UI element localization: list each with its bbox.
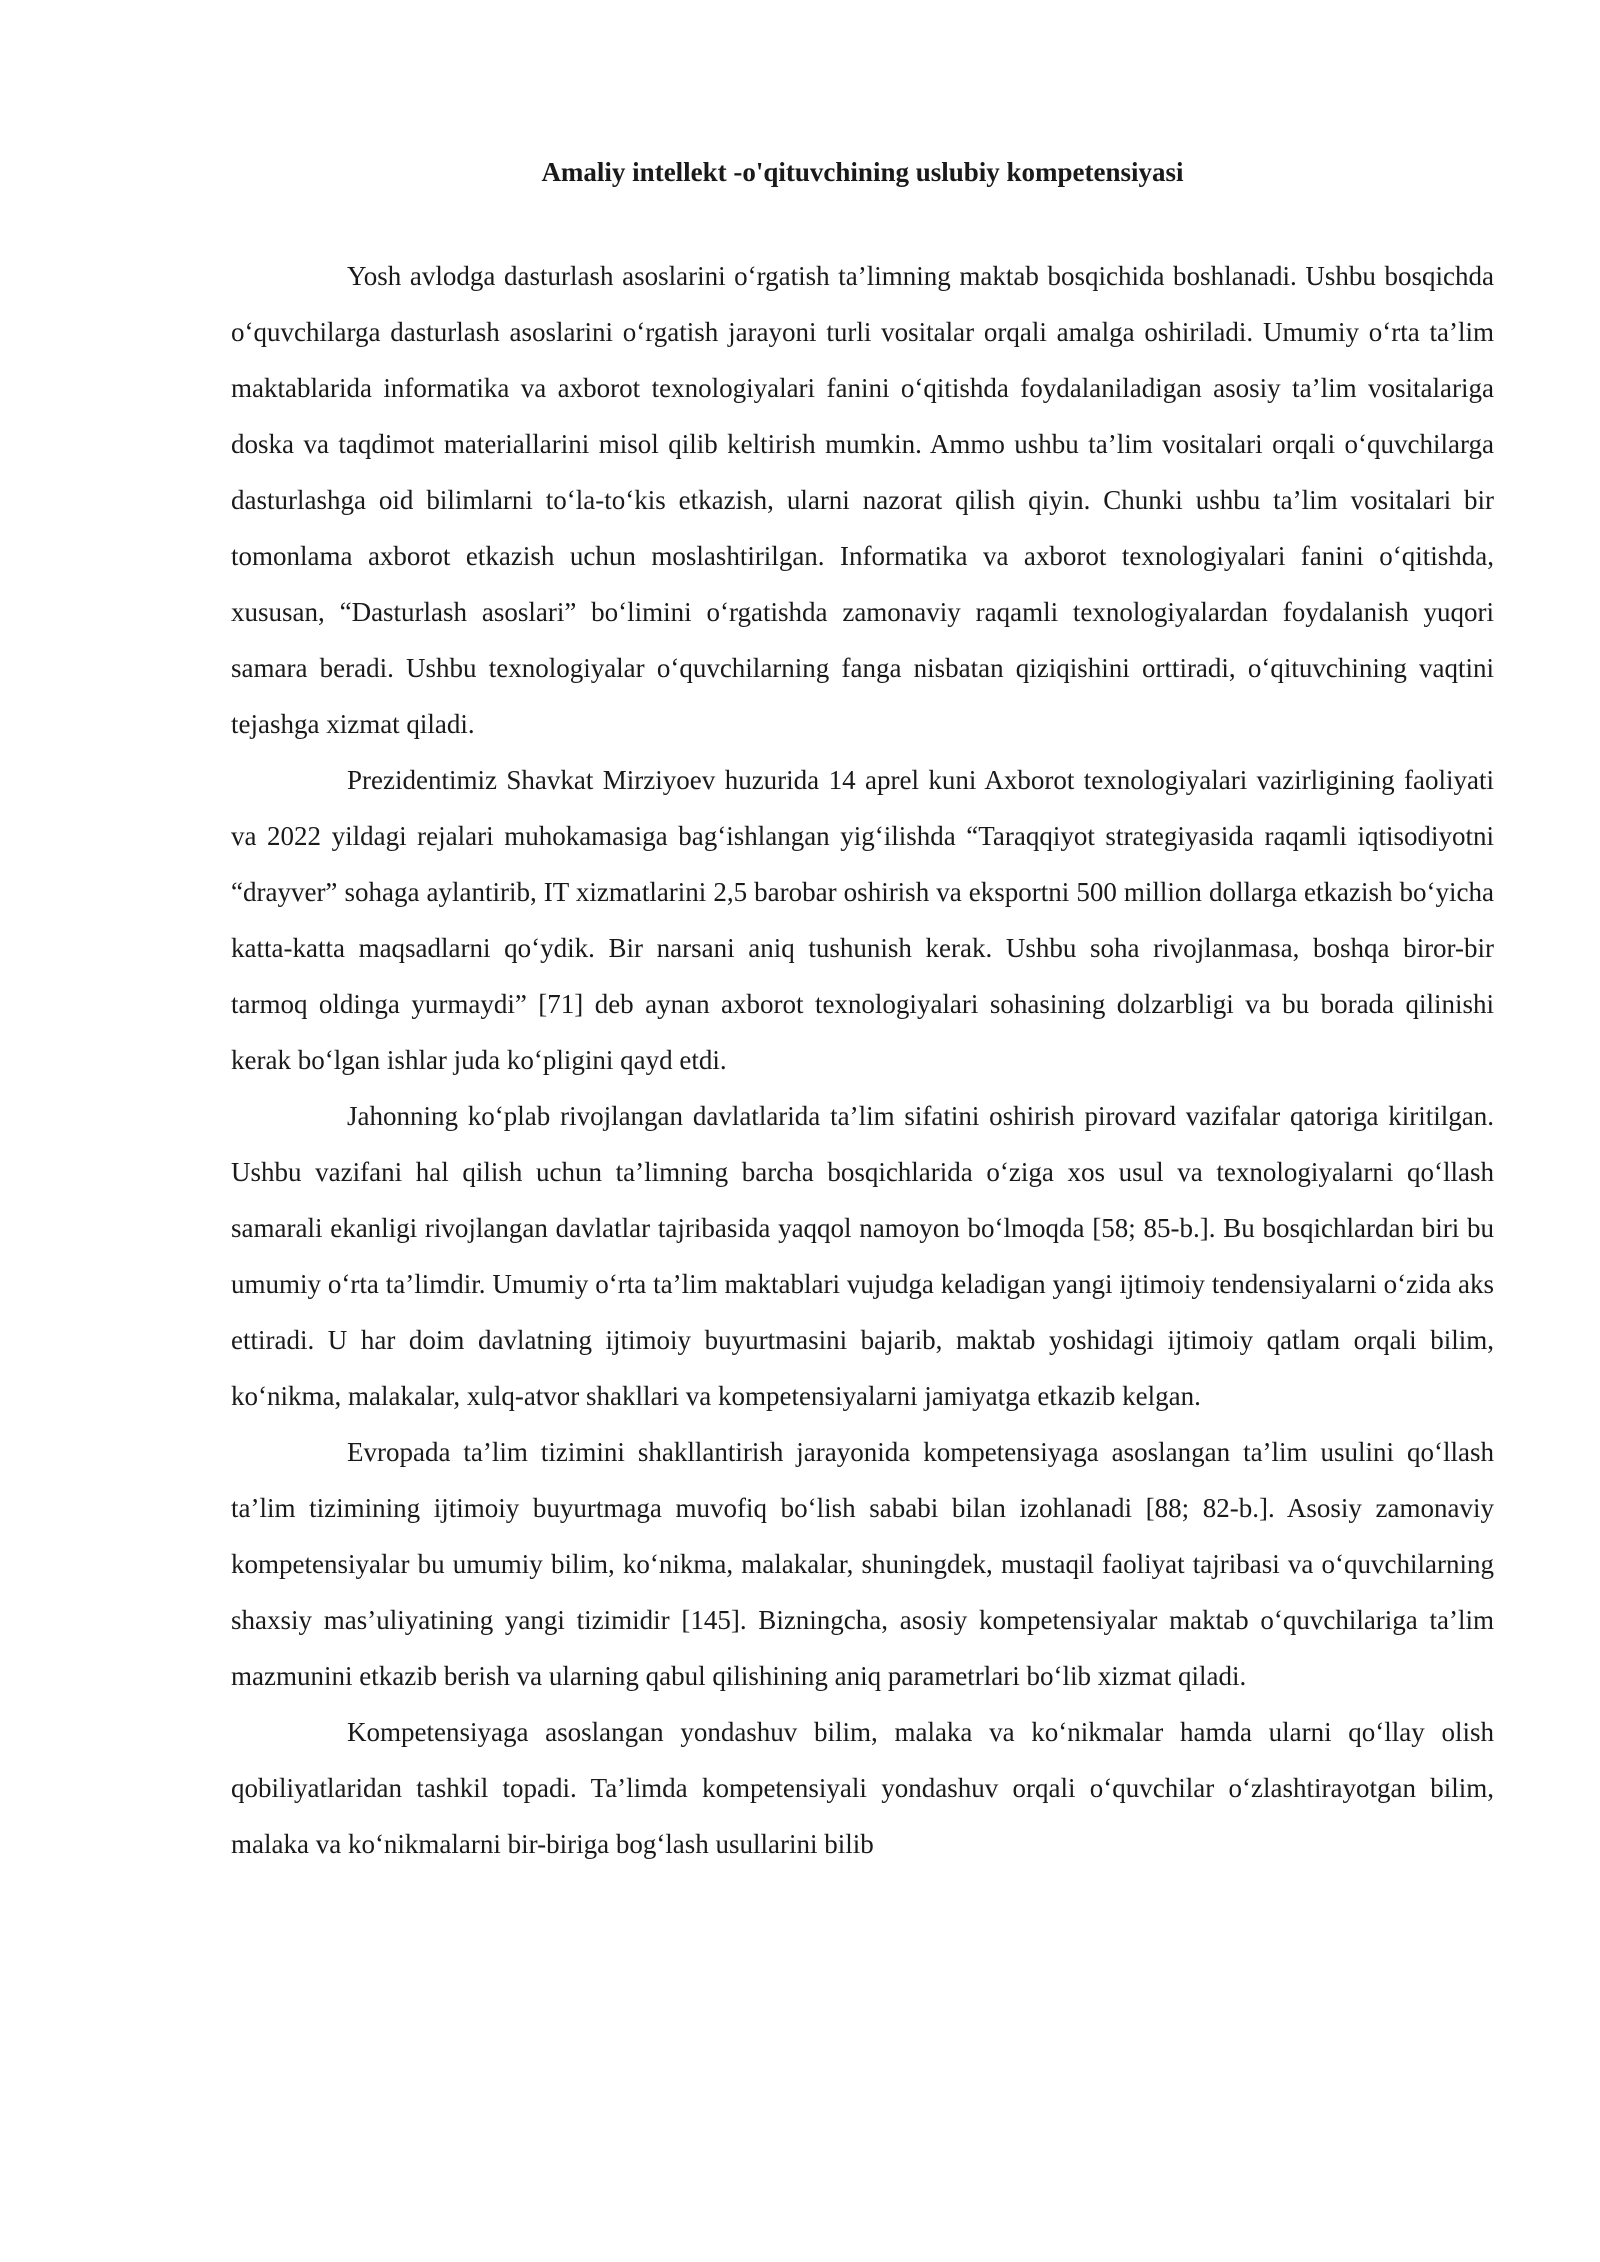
- paragraph-2: Prezidentimiz Shavkat Mirziyoev huzurida 14 aprel kuni Axborot texnologiyalari vazirligining faoliyati va 2022 yildagi rejalari muhokamasiga bag‘ishlangan yig‘ilishda “Taraqqiyot strategiyasida raqamli iqtisodiyotni “drayver” sohaga aylantirib, IT xizmatlarini 2,5 barobar oshirish va eksportni 500 million dollarga etkazish bo‘yicha katta-katta maqsadlarni qo‘ydik. Bir narsani aniq tushunish kerak. Ushbu soha rivojlanmasa, boshqa biror-bir tarmoq oldinga yurmaydi” [71] deb aynan axborot texnologiyalari sohasining dolzarbligi va bu borada qilinishi kerak bo‘lgan ishlar juda ko‘pligini qayd etdi.: [231, 765, 1494, 1075]
- paragraph-5: Kompetensiyaga asoslangan yondashuv bilim, malaka va ko‘nikmalar hamda ularni qo‘llay olish qobiliyatlaridan tashkil topadi. Ta’limda kompetensiyali yondashuv orqali o‘quvchilar o‘zlashtirayotgan bilim, malaka va ko‘nikmalarni bir-biriga bog‘lash usullarini bilib: [231, 1717, 1494, 1859]
- paragraph-4: Evropada ta’lim tizimini shakllantirish jarayonida kompetensiyaga asoslangan ta’lim usulini qo‘llash ta’lim tizimining ijtimoiy buyurtmaga muvofiq bo‘lish sababi bilan izohlanadi [88; 82-b.]. Asosiy zamonaviy kompetensiyalar bu umumiy bilim, ko‘nikma, malakalar, shuningdek, mustaqil faoliyat tajribasi va o‘quvchilarning shaxsiy mas’uliyatining yangi tizimidir [145]. Bizningcha, asosiy kompetensiyalar maktab o‘quvchilariga ta’lim mazmunini etkazib berish va ularning qabul qilishining aniq parametrlari bo‘lib xizmat qiladi.: [231, 1437, 1494, 1691]
- document-body: [231, 150, 1494, 1872]
- paragraph-3: Jahonning ko‘plab rivojlangan davlatlarida ta’lim sifatini oshirish pirovard vazifalar qatoriga kiritilgan. Ushbu vazifani hal qilish uchun ta’limning barcha bosqichlarida o‘ziga xos usul va texnologiyalarni qo‘llash samarali ekanligi rivojlangan davlatlar tajribasida yaqqol namoyon bo‘lmoqda [58; 85-b.]. Bu bosqichlardan biri bu umumiy o‘rta ta’limdir. Umumiy o‘rta ta’lim maktablari vujudga keladigan yangi ijtimoiy tendensiyalarni o‘zida aks ettiradi. U har doim davlatning ijtimoiy buyurtmasini bajarib, maktab yoshidagi ijtimoiy qatlam orqali bilim, ko‘nikma, malakalar, xulq-atvor shakllari va kompetensiyalarni jamiyatga etkazib kelgan.: [231, 1101, 1494, 1411]
- paragraph-1: Yosh avlodga dasturlash asoslarini o‘rgatish ta’limning maktab bosqichida boshlanadi. Ushbu bosqichda o‘quvchilarga dasturlash asoslarini o‘rgatish jarayoni turli vositalar orqali amalga oshiriladi. Umumiy o‘rta ta’lim maktablarida informatika va axborot texnologiyalari fanini o‘qitishda foydalaniladigan asosiy ta’lim vositalariga doska va taqdimot materiallarini misol qilib keltirish mumkin. Ammo ushbu ta’lim vositalari orqali o‘quvchilarga dasturlashga oid bilimlarni to‘la-to‘kis etkazish, ularni nazorat qilish qiyin. Chunki ushbu ta’lim vositalari bir tomonlama axborot etkazish uchun moslashtirilgan. Informatika va axborot texnologiyalari fanini o‘qitishda, xususan, “Dasturlash asoslari” bo‘limini o‘rgatishda zamonaviy raqamli texnologiyalardan foydalanish yuqori samara beradi. Ushbu texnologiyalar o‘quvchilarning fanga nisbatan qiziqishini orttiradi, o‘qituvchining vaqtini tejashga xizmat qiladi.: [231, 261, 1494, 739]
- document-title: Amaliy intellekt -o'qituvchining uslubiy kompetensiyasi: [541, 157, 1184, 187]
